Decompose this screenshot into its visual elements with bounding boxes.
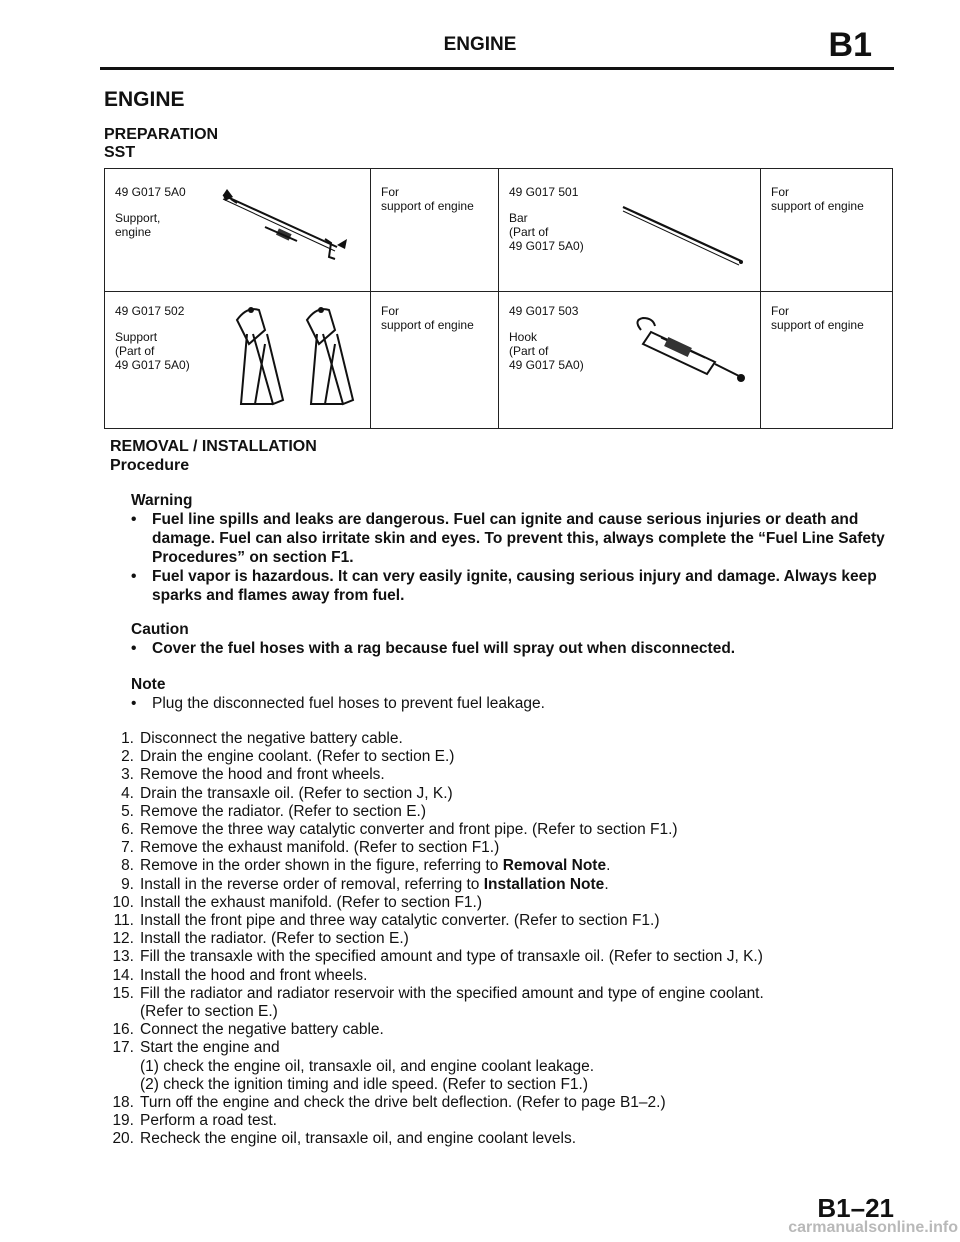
sst-usage-cell	[371, 292, 499, 429]
caution-label: Caution	[131, 621, 189, 638]
tool-name: Support (Part of 49 G017 5A0)	[115, 330, 190, 372]
preparation-subtitle: SST	[104, 144, 136, 161]
preparation-title: PREPARATION	[104, 126, 219, 143]
tool-name: Support, engine	[115, 211, 161, 239]
procedure-step: 12. Install the radiator. (Refer to section E.)	[112, 930, 409, 948]
warning-item: • Fuel line spills and leaks are dangerous. Fuel can ignite and cause serious injuries or death and damage. Fuel can also irritate skin and eyes. To prevent this, always complete the “Fuel Line Safety Procedures” on section F1.	[131, 510, 901, 567]
procedure-step: 9. Install in the reverse order of removal, referring to Installation Note.	[121, 875, 609, 893]
warning-item: • Fuel vapor is hazardous. It can very easily ignite, causing serious injury and damage. Always keep sparks and flames away from fuel.	[131, 567, 901, 605]
sst-usage-cell	[761, 292, 893, 429]
page-number: B1–21	[817, 1193, 894, 1223]
note-block	[131, 675, 901, 713]
tool-name: Hook (Part of 49 G017 5A0)	[509, 330, 584, 372]
sst-tool-cell	[105, 169, 371, 292]
procedure-step: 20. Recheck the engine oil, transaxle oil, and engine coolant levels.	[112, 1130, 576, 1148]
sst-usage-cell	[761, 169, 893, 292]
removal-subtitle: Procedure	[110, 457, 190, 474]
warning-label: Warning	[131, 492, 193, 509]
caution-block	[131, 620, 901, 658]
procedure-step: 11. Install the front pipe and three way catalytic converter. (Refer to section F1.)	[113, 912, 660, 930]
sst-row	[105, 169, 893, 292]
removal-title: REMOVAL / INSTALLATION	[110, 438, 317, 455]
procedure-step: 3. Remove the hood and front wheels.	[121, 766, 385, 784]
note-item: • Plug the disconnected fuel hoses to prevent fuel leakage.	[131, 694, 901, 713]
procedure-step: 17. Start the engine and (1) check the engine oil, transaxle oil, and engine coolant leakage. (2) check the ignition timing and idle speed. (Refer to section F1.)	[112, 1039, 595, 1093]
sst-row	[105, 292, 893, 429]
tool-number: 49 G017 502	[115, 304, 185, 318]
warning-block	[131, 491, 901, 605]
tool-usage: For support of engine	[381, 185, 474, 213]
procedure-step: 19. Perform a road test.	[112, 1112, 277, 1130]
procedure-step: 5. Remove the radiator. (Refer to section E.)	[121, 802, 427, 820]
procedure-step: 18. Turn off the engine and check the drive belt deflection. (Refer to page B1–2.)	[112, 1094, 666, 1112]
preparation-heading	[104, 126, 218, 162]
tool-name: Bar (Part of 49 G017 5A0)	[509, 211, 584, 253]
procedure-step: 2. Drain the engine coolant. (Refer to section E.)	[121, 748, 455, 766]
section-code: B1	[828, 26, 872, 64]
tool-number: 49 G017 5A0	[115, 185, 186, 199]
watermark: carmanualsonline.info	[788, 1219, 958, 1236]
sst-tool-cell	[105, 292, 371, 429]
procedure-steps	[104, 730, 904, 1149]
procedure-step: 15. Fill the radiator and radiator reservoir with the specified amount and type of engine coolant. (Refer to section E.)	[112, 984, 764, 1021]
sst-table	[104, 168, 893, 429]
procedure-step: 16. Connect the negative battery cable.	[112, 1021, 384, 1039]
sst-tool-cell	[499, 292, 761, 429]
note-label: Note	[131, 676, 166, 693]
procedure-step: 7. Remove the exhaust manifold. (Refer to section F1.)	[121, 839, 500, 857]
tool-usage: For support of engine	[381, 304, 474, 332]
removal-heading	[110, 437, 317, 475]
header-rule	[100, 67, 894, 70]
procedure-step: 10. Install the exhaust manifold. (Refer to section F1.)	[112, 893, 483, 911]
sst-usage-cell	[371, 169, 499, 292]
tool-usage: For support of engine	[771, 304, 864, 332]
tool-usage: For support of engine	[771, 185, 864, 213]
procedure-step: 4. Drain the transaxle oil. (Refer to section J, K.)	[121, 784, 453, 802]
procedure-step: 6. Remove the three way catalytic converter and front pipe. (Refer to section F1.)	[121, 821, 678, 839]
header-title: ENGINE	[443, 34, 517, 55]
tool-number: 49 G017 501	[509, 185, 579, 199]
tool-number: 49 G017 503	[509, 304, 579, 318]
procedure-step: 8. Remove in the order shown in the figure, referring to Removal Note.	[121, 857, 611, 875]
sst-tool-cell	[499, 169, 761, 292]
procedure-step: 1. Disconnect the negative battery cable.	[121, 730, 403, 747]
procedure-step: 14. Install the hood and front wheels.	[112, 966, 368, 984]
procedure-step: 13. Fill the transaxle with the specified amount and type of transaxle oil. (Refer to section J, K.)	[112, 948, 763, 966]
caution-item: • Cover the fuel hoses with a rag because fuel will spray out when disconnected.	[131, 639, 901, 658]
page-heading: ENGINE	[104, 88, 185, 111]
